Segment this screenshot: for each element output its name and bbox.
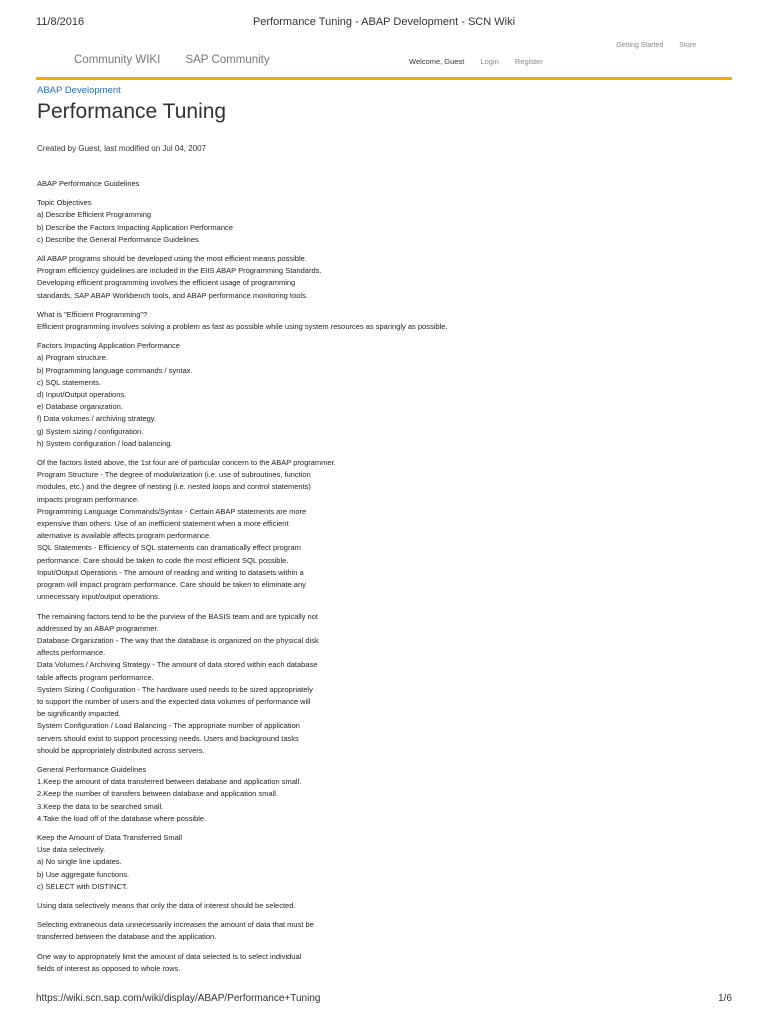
content-paragraph: One way to appropriately limit the amount of data selected is to select individual fields of interest as opposed to whole rows.: [37, 951, 302, 973]
register-link[interactable]: Register: [514, 57, 543, 66]
content-paragraph: Factors Impacting Application Performance a) Program structure. b) Programming language commands / syntax. c) SQL statements. d) Input/Output operations. e) Database organization. f) Data volumes / archiving strategy. g) System sizing / configuration. h) System configuration / load balancing.: [37, 341, 193, 448]
content-paragraph: All ABAP programs should be developed using the most efficient means possible. Program efficiency guidelines are included in the EIIS ABAP Programming Standards. Developing efficient programming involves the efficient usage of programming standards, SAP ABAP Workbench tools, and ABAP performance monitoring tools.: [37, 254, 322, 300]
store-link[interactable]: Store: [679, 42, 696, 49]
print-footer: [36, 993, 732, 1007]
content-paragraph: Keep the Amount of Data Transferred Small Use data selectively. a) No single line updates. b) Use aggregate functions. c) SELECT with DISTINCT.: [37, 832, 183, 891]
content-paragraph: The remaining factors tend to be the purview of the BASIS team and are typically not addressed by an ABAP programmer. Database Organization - The way that the database is organized on the physical disk affects performance. Data Volumes / Archiving Strategy - The amount of data stored within each database table affects program performance. System Sizing / Configuration - The hardware used needs to be sized appropriately to support the number of users and the expected data volumes of performance will be significantly impacted. System Configuration / Load Balancing - The appropriate number of application servers should exist to support processing needs. Users and background tasks should be appropriately distributed across servers.: [37, 611, 319, 755]
breadcrumb[interactable]: ABAP Development: [37, 85, 121, 96]
login-link[interactable]: Login: [480, 57, 499, 66]
content-paragraph: Using data selectively means that only the data of interest should be selected.: [37, 900, 296, 910]
nav-community-wiki[interactable]: Community WIKI: [74, 54, 161, 66]
content-paragraph: Of the factors listed above, the 1st four are of particular concern to the ABAP programmer. Program Structure - The degree of modularization (i.e. use of subroutines, function modules, etc.) and the degree of nesting (i.e. nested loops and control statements) impacts program performance. Programming Language Commands/Syntax - Certain ABAP statements are more expensive than others. Use of an inefficient statement when a more efficient alternative is available affects program performance. SQL Statements - Efficiency of SQL statements can dramatically effect program performance. Care should be taken to code the most efficient SQL possible. Input/Output Operations - The amount of reading and writing to datasets within a program will impact program performance. Care should be taken to eliminate any unnecessary input/output operations.: [37, 458, 336, 602]
page-content: [37, 178, 477, 982]
print-page-number: 1/6: [718, 993, 732, 1004]
nav-sap-community[interactable]: SAP Community: [185, 54, 270, 66]
content-paragraph: General Performance Guidelines 1.Keep the amount of data transferred between database and application small. 2.Keep the number of transfers between database and application small. 3.Keep the data to be searched small. 4.Take the load off of the database where possible.: [37, 764, 302, 823]
print-date: 11/8/2016: [36, 16, 85, 28]
print-page-title: Performance Tuning - ABAP Development - SCN Wiki: [252, 16, 516, 28]
content-paragraph: What is "Efficient Programming"? Efficient programming involves solving a problem as fast as possible while using system resources as sparingly as possible.: [37, 309, 448, 332]
print-header: [36, 16, 732, 30]
top-navigation: [74, 54, 292, 66]
utility-links: [602, 42, 696, 49]
content-paragraph: Topic Objectives a) Describe Efficient Programming b) Describe the Factors Impacting Application Performance c) Describe the General Performance Guidelines: [37, 198, 233, 244]
content-paragraph: Selecting extraneous data unnecessarily increases the amount of data that must be transferred between the database and the application.: [37, 920, 314, 942]
print-url: https://wiki.scn.sap.com/wiki/display/ABAP/Performance+Tuning: [36, 993, 321, 1004]
header-divider: [36, 77, 732, 80]
content-paragraph: ABAP Performance Guidelines: [37, 179, 140, 188]
page-metadata: Created by Guest, last modified on Jul 04, 2007: [37, 144, 206, 153]
page-title: Performance Tuning: [37, 100, 227, 123]
welcome-text: Welcome, Guest: [409, 57, 465, 66]
getting-started-link[interactable]: Getting Started: [616, 42, 664, 49]
user-navigation: [409, 57, 557, 66]
